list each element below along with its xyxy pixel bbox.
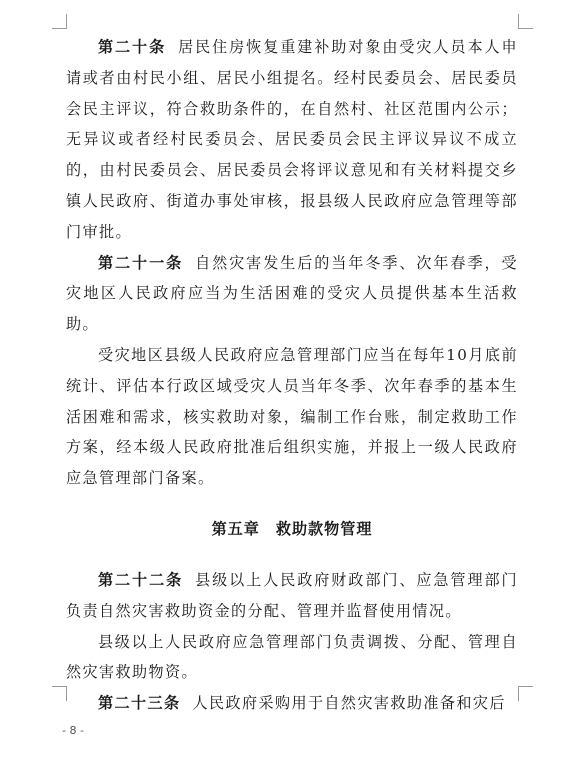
article-21-paragraph-2: 受灾地区县级人民政府应急管理部门应当在每年10月底前统计、评估本行政区域受灾人员当年冬季、次年春季的基本生活困难和需求，核实救助对象，编制工作台账，制定救助工作方案，经本级人民政府批准后组织实施，并报上一级人民政府应急管理部门备案。 <box>66 345 518 488</box>
crop-mark-bottom-left <box>52 686 67 701</box>
article-20-number: 第二十条 <box>98 38 167 56</box>
article-22-number: 第二十二条 <box>98 570 184 589</box>
crop-mark-top-left <box>52 14 67 29</box>
page-number: - 8 - <box>62 724 84 737</box>
article-21-text: 自然灾害发生后的当年冬季、次年春季，受灾地区人民政府应当为生活困难的受灾人员提供基本生活救助。 <box>66 253 518 334</box>
article-22 <box>66 565 518 627</box>
chapter-number: 第五章 <box>211 519 260 538</box>
crop-mark-bottom-right <box>518 686 533 701</box>
chapter-heading <box>66 514 518 544</box>
article-23 <box>66 688 518 719</box>
article-20 <box>66 32 518 248</box>
crop-mark-top-right <box>518 14 533 29</box>
article-23-text: 人民政府采购用于自然灾害救助准备和灾后 <box>192 694 506 713</box>
article-23-number: 第二十三条 <box>98 694 181 713</box>
article-21 <box>66 248 518 340</box>
document-body <box>66 32 518 719</box>
article-21-number: 第二十一条 <box>98 253 184 272</box>
article-22-text: 县级以上人民政府财政部门、应急管理部门负责自然灾害救助资金的分配、管理并监督使用情况。 <box>66 570 518 620</box>
article-22-paragraph-2: 县级以上人民政府应急管理部门负责调拨、分配、管理自然灾害救助物资。 <box>66 632 518 682</box>
article-20-text: 居民住房恢复重建补助对象由受灾人员本人申请或者由村民小组、居民小组提名。经村民委员会、居民委员会民主评议，符合救助条件的，在自然村、社区范围内公示；无异议或者经村民委员会、居民委员会民主评议异议不成立的，由村民委员会、居民委员会将评议意见和有关材料提交乡镇人民政府、街道办事处审核，报县级人民政府应急管理等部门审批。 <box>66 38 518 241</box>
chapter-title: 救助款物管理 <box>275 519 373 538</box>
